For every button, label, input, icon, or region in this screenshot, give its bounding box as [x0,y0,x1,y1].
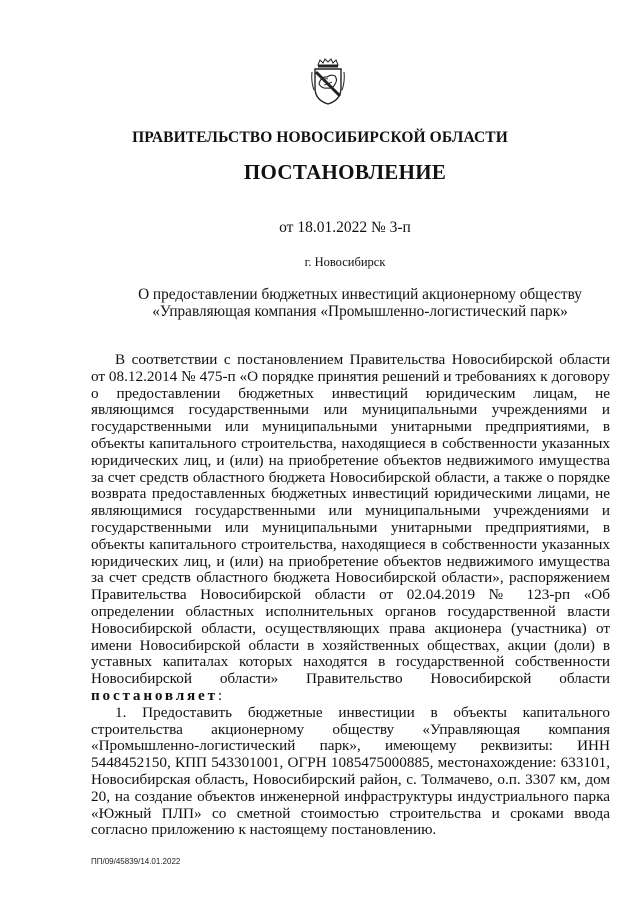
date-number-line: от 18.01.2022 № 3-п [279,219,411,236]
document-type-title: ПОСТАНОВЛЕНИЕ [243,160,447,184]
document-code-footer: ПП/09/45839/14.01.2022 [91,857,181,866]
subject-line-2: «Управляющая компания «Промышленно-логистический парк» [152,303,568,320]
city-line: г. Новосибирск [304,255,386,269]
decree-word: постановляет [91,686,218,704]
preamble-text: В соответствии с постановлением Правительства Новосибирской области от 08.12.2014 № 475-п «О порядке принятия решений и требованиях к договору о предоставлении бюджетных инвестиций юридическим лицам, не являющимся государственными или муниципальными учреждениями и государственными или муниципальными унитарными предприятиями, в объекты капитального строительства, находящиеся в собственности указанных юридических лиц, и (или) на приобретение объектов недвижимого имущества за счет средств областного бюджета Новосибирской области, а также о порядке возврата предоставленных бюджетных инвестиций юридическими лицами, не являющимися государственными или муниципальными учреждениями и государственными или муниципальными унитарными предприятиями, в объекты капитального строительства, находящиеся в собственности указанных юридических лиц, и (или) на приобретение объектов недвижимого имущества за счет средств областного бюджета Новосибирской области», распоряжением Правительства Новосибирской области от 02.04.2019 № 123-рп «Об определении областных исполнительных органов государственной власти Новосибирской области, осуществляющих права акционера (участника) от имени Новосибирской области в хозяйственных обществах, акции (доли) в уставных капиталах которых находятся в государственной собственности Новосибирской области» Правительство Новосибирской области [91,351,610,688]
preamble-paragraph [91,352,610,705]
document-body [91,352,610,839]
decree-colon: : [217,686,223,704]
organization-name: ПРАВИТЕЛЬСТВО НОВОСИБИРСКОЙ ОБЛАСТИ [132,129,508,146]
coat-of-arms-icon [311,58,345,106]
subject-heading [80,286,640,320]
item-1-paragraph: 1. Предоставить бюджетные инвестиции в объекты капитального строительства акционерному обществу «Управляющая компания «Промышленно-логистический парк», имеющему реквизиты: ИНН 5448452150, КПП 543301001, ОГРН 1085475000885, местонахождение: 633101, Новосибирская область, Новосибирский район, с. Толмачево, о.п. 3307 км, дом 20, на создание объектов инженерной инфраструктуры индустриального парка «Южный ПЛП» со сметной стоимостью строительства и сроками ввода согласно приложению к настоящему постановлению. [91,703,610,839]
subject-line-1: О предоставлении бюджетных инвестиций акционерному обществу [138,286,582,303]
